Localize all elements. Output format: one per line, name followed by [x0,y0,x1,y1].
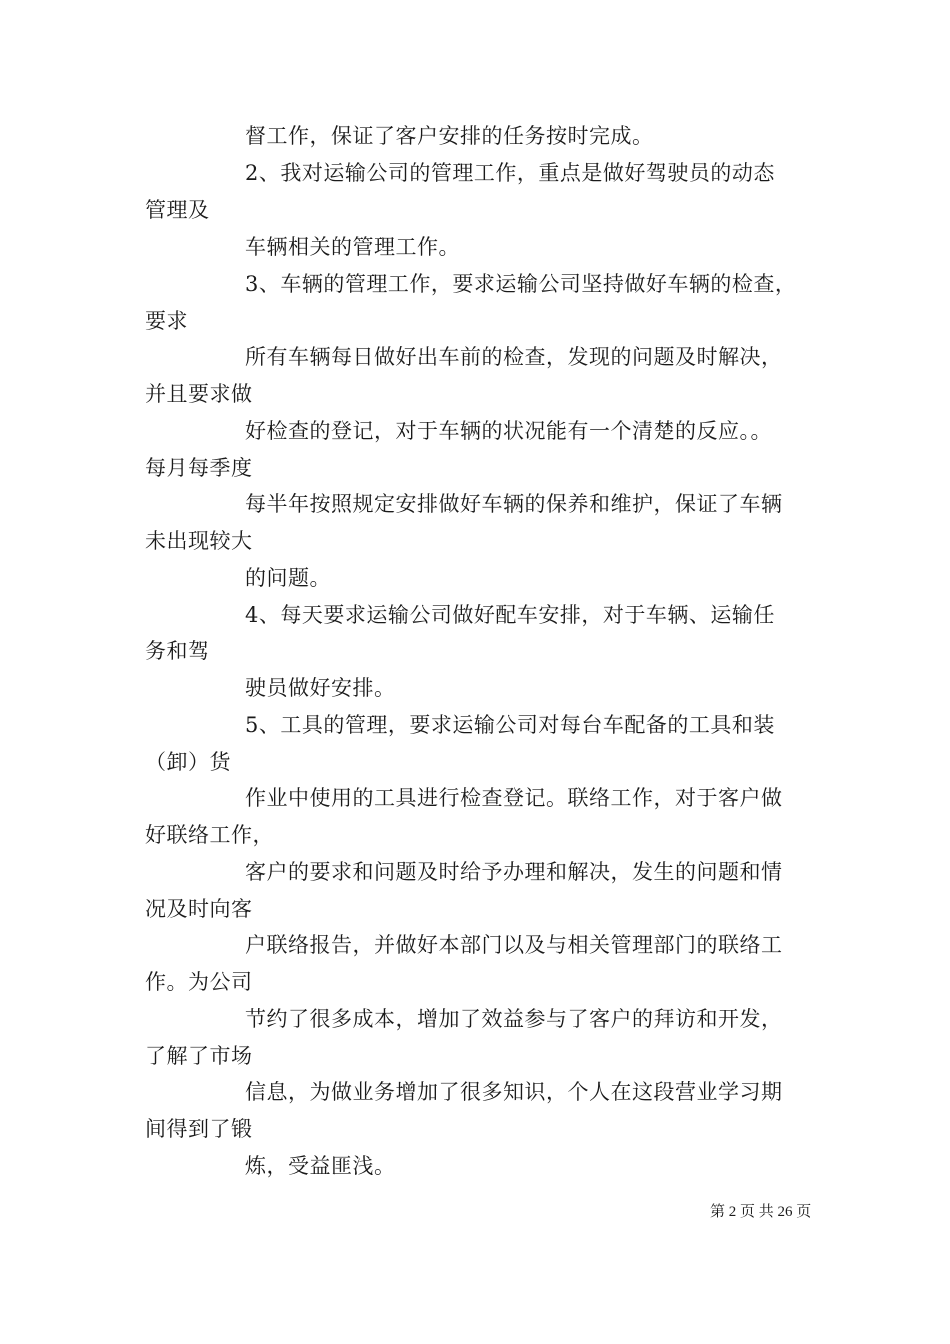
body-text-line: 5、工具的管理，要求运输公司对每台车配备的工具和装 [245,713,775,737]
page-number-footer: 第 2 页 共 26 页 [710,1204,812,1220]
body-text-line: 并且要求做 [145,382,253,406]
body-text-line: 督工作，保证了客户安排的任务按时完成。 [245,124,654,148]
body-text-line: 况及时向客 [145,897,253,921]
body-text-line: 管理及 [145,198,210,222]
body-text-line: 4、每天要求运输公司做好配车安排，对于车辆、运输任 [245,603,775,627]
body-text-line: 作业中使用的工具进行检查登记。联络工作，对于客户做 [245,786,783,810]
body-text-line: 驶员做好安排。 [245,676,396,700]
body-text-line: 户联络报告，并做好本部门以及与相关管理部门的联络工 [245,933,783,957]
body-text-line: 未出现较大 [145,529,253,553]
body-text-line: 要求 [145,309,188,333]
body-text-line: 客户的要求和问题及时给予办理和解决，发生的问题和情 [245,860,783,884]
body-text-line: 每半年按照规定安排做好车辆的保养和维护，保证了车辆 [245,492,783,516]
body-text-line: 作。为公司 [145,970,253,994]
body-text-line: 了解了市场 [145,1044,253,1068]
body-text-line: 间得到了锻 [145,1117,253,1141]
body-text-line: （卸）货 [145,750,231,774]
body-text-line: 好联络工作， [145,823,274,847]
body-text-line: 每月每季度 [145,456,253,480]
body-text-line: 所有车辆每日做好出车前的检查，发现的问题及时解决， [245,345,783,369]
body-text-line: 2、我对运输公司的管理工作，重点是做好驾驶员的动态 [245,161,775,185]
body-text-line: 好检查的登记，对于车辆的状况能有一个清楚的反应。。 [245,419,772,443]
body-text-line: 节约了很多成本，增加了效益参与了客户的拜访和开发， [245,1007,783,1031]
body-text-line: 务和驾 [145,639,210,663]
body-text-line: 车辆相关的管理工作。 [245,235,460,259]
body-text-line: 的问题。 [245,566,331,590]
body-text-line: 信息，为做业务增加了很多知识，个人在这段营业学习期 [245,1080,783,1104]
body-text-line: 炼，受益匪浅。 [245,1154,396,1178]
body-text-line: 3、车辆的管理工作，要求运输公司坚持做好车辆的检查， [245,272,797,296]
